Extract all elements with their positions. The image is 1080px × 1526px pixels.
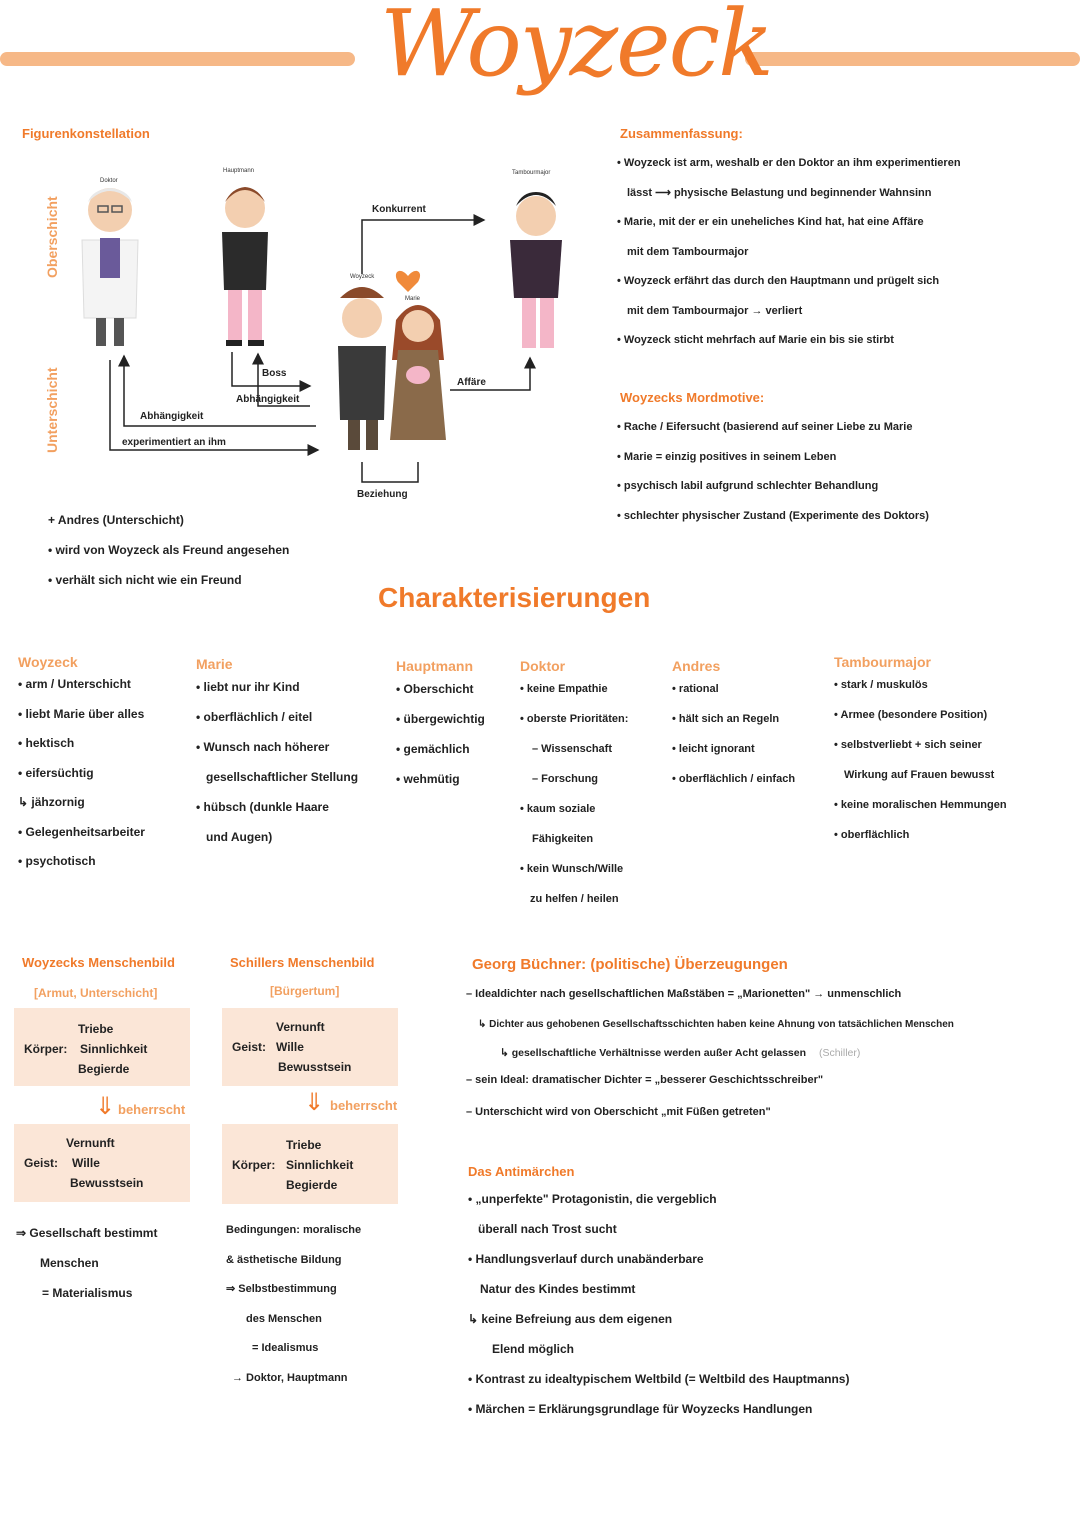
char-col-woyzeck: Woyzeck • arm / Unterschicht • liebt Marie über alles • hektisch • eifersüchtig ↳ jähzornig • Gelegenheitsarbeiter • psychotisch [18, 654, 145, 868]
char-col-andres: Andres • rational • hält sich an Regeln • leicht ignorant • oberflächlich / einfach [672, 658, 796, 785]
buechner-line-4: – sein Ideal: dramatischer Dichter = „besserer Geschichtsschreiber" [466, 1074, 824, 1086]
captain-figure [222, 187, 268, 346]
relation-affaere: Affäre [457, 377, 486, 388]
name-marie: Marie [405, 296, 421, 302]
antimaerchen-heading: Das Antimärchen [468, 1164, 575, 1179]
relation-boss: Boss [262, 368, 287, 379]
woyzeck-view-heading: Woyzecks Menschenbild [22, 955, 175, 970]
schiller-view-heading: Schillers Menschenbild [230, 955, 375, 970]
summary-text: • Woyzeck ist arm, weshalb er den Doktor an ihm experimentieren lässt ⟶ physische Belastung und beginnender Wahnsinn • Marie, mit der er ein uneheliches Kind hat, hat eine Affäre mit dem Tambourmajor • Woyzeck erfährt das durch den Hauptmann und prügelt sich mit dem Tambourmajor → verliert • Woyzeck sticht mehrfach auf Marie ein bis sie stirbt [617, 157, 961, 346]
header-bar-right [745, 52, 1080, 66]
schiller-view-sub: [Bürgertum] [270, 984, 340, 998]
label-oberschicht: Oberschicht [44, 196, 60, 278]
schiller-view-notes: Bedingungen: moralische & ästhetische Bildung ⇒ Selbstbestimmung des Menschen = Idealismus → Doktor, Hauptmann [226, 1224, 362, 1384]
name-doctor: Doktor [100, 178, 118, 184]
doctor-figure [82, 188, 138, 346]
name-tambourmajor: Tambourmajor [512, 170, 551, 176]
buechner-line-5: – Unterschicht wird von Oberschicht „mit Füßen getreten" [466, 1106, 771, 1118]
woyzeck-view-sub: [Armut, Unterschicht] [34, 986, 158, 1000]
schiller-view-box-koerper: Triebe Körper: Sinnlichkeit Begierde [222, 1124, 398, 1204]
constellation-diagram [0, 150, 600, 510]
relation-abhaengigkeit-doctor: Abhängigkeit [140, 411, 204, 422]
woyzeck-figure [338, 287, 386, 450]
header-bar-left [0, 52, 355, 66]
relation-experimentiert: experimentiert an ihm [122, 437, 226, 448]
buechner-heading: Georg Büchner: (politische) Überzeugungen [472, 956, 788, 973]
name-woyzeck: Woyzeck [350, 274, 375, 280]
antimaerchen-text: • „unperfekte" Protagonistin, die vergeblich überall nach Trost sucht • Handlungsverlauf durch unabänderbare Natur des Kindes bestimmt ↳ keine Befreiung aus dem eigenen Elend möglich • Kontrast zu idealtypischem Weltbild (= Weltbild des Hauptmanns) • Märchen = Erklärungsgrundlage für Woyzecks Handlungen [468, 1192, 850, 1416]
heart-icon [396, 271, 420, 292]
woyzeck-view-notes: ⇒ Gesellschaft bestimmt Menschen = Materialismus [16, 1226, 158, 1300]
motives-heading: Woyzecks Mordmotive: [620, 390, 765, 405]
relation-konkurrent: Konkurrent [372, 204, 426, 215]
name-captain: Hauptmann [223, 168, 255, 174]
label-unterschicht: Unterschicht [44, 367, 60, 453]
schiller-view-arrow-icon: ⇓ [304, 1088, 325, 1116]
woyzeck-view-box-koerper: Triebe Körper: Sinnlichkeit Begierde [14, 1008, 190, 1086]
buechner-line-2: ↳ Dichter aus gehobenen Gesellschaftsschichten haben keine Ahnung von tatsächlichen Menschen [478, 1019, 954, 1030]
woyzeck-view-box-geist: Vernunft Geist: Wille Bewusstsein [14, 1124, 190, 1202]
buechner-line-3: ↳ gesellschaftliche Verhältnisse werden außer Acht gelassen (Schiller) [500, 1047, 861, 1059]
woyzeck-view-arrow-label: beherrscht [118, 1102, 186, 1117]
motives-text: • Rache / Eifersucht (basierend auf seiner Liebe zu Marie • Marie = einzig positives in seinem Leben • psychisch labil aufgrund schlechter Behandlung • schlechter physischer Zustand (Experimente des Doktors) [617, 421, 929, 522]
tambourmajor-figure [510, 192, 562, 348]
char-col-hauptmann: Hauptmann • Oberschicht • übergewichtig • gemächlich • wehmütig [396, 658, 485, 786]
char-col-marie: Marie • liebt nur ihr Kind • oberflächlich / eitel • Wunsch nach höherer gesellschaftlicher Stellung • hübsch (dunkle Haare und Augen) [196, 656, 359, 844]
page-title: Woyzeck [380, 0, 772, 97]
summary-heading: Zusammenfassung: [620, 126, 743, 141]
characterizations-heading: Charakterisierungen [378, 582, 651, 613]
andres-note: + Andres (Unterschicht) • wird von Woyzeck als Freund angesehen • verhält sich nicht wie ein Freund [48, 513, 290, 587]
schiller-view-arrow-label: beherrscht [330, 1098, 398, 1113]
char-col-doktor: Doktor • keine Empathie • oberste Prioritäten: – Wissenschaft – Forschung • kaum soziale Fähigkeiten • kein Wunsch/Wille zu helfen / heilen [520, 658, 629, 905]
buechner-line-1: – Idealdichter nach gesellschaftlichen Maßstäben = „Marionetten" → unmenschlich [466, 988, 902, 1000]
char-col-tambourmajor: Tambourmajor • stark / muskulös • Armee (besondere Position) • selbstverliebt + sich seiner Wirkung auf Frauen bewusst • keine moralischen Hemmungen • oberflächlich [834, 654, 1007, 841]
relation-beziehung: Beziehung [357, 489, 408, 500]
constellation-heading: Figurenkonstellation [22, 126, 150, 141]
relation-abhaengigkeit-captain: Abhängigkeit [236, 394, 300, 405]
woyzeck-view-arrow-icon: ⇓ [95, 1092, 116, 1120]
schiller-view-box-geist: Vernunft Geist: Wille Bewusstsein [222, 1008, 398, 1086]
marie-figure [390, 305, 446, 440]
